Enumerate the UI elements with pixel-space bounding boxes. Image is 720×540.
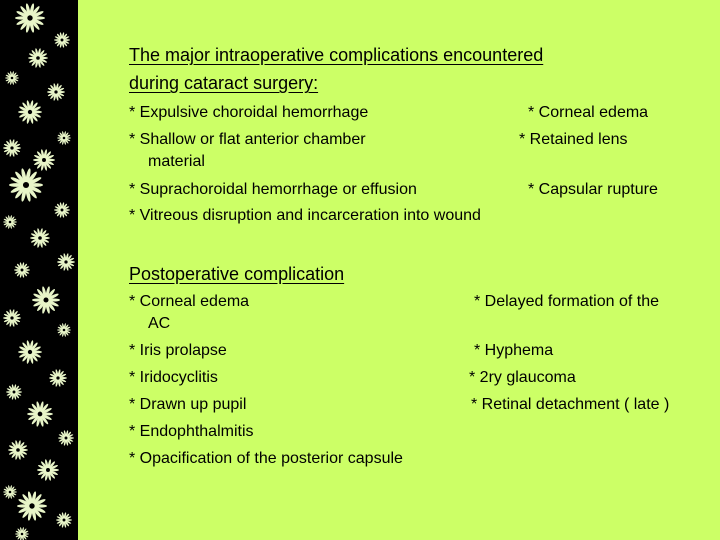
daisy-flower-icon — [6, 384, 22, 400]
daisy-flower-icon — [47, 83, 65, 101]
daisy-flower-icon — [32, 286, 60, 314]
daisy-flower-icon — [5, 71, 19, 85]
intraop-item: * Suprachoroidal hemorrhage or effusion — [129, 181, 417, 198]
postop-item-continuation: AC — [148, 315, 171, 332]
intraop-item: * Retained lens — [519, 131, 628, 148]
daisy-flower-icon — [18, 100, 42, 124]
intraop-item-continuation: material — [148, 153, 205, 170]
postop-item: * Corneal edema — [129, 293, 250, 310]
postop-item: * Hyphema — [474, 342, 554, 359]
intraop-item: * Shallow or flat anterior chamber — [129, 131, 366, 148]
daisy-flower-icon — [49, 369, 67, 387]
intraop-item: * Vitreous disruption and incarceration into wound — [129, 207, 481, 224]
postop-item: * Endophthalmitis — [129, 423, 254, 440]
daisy-flower-icon — [18, 340, 42, 364]
daisy-flower-icon — [33, 149, 55, 171]
daisy-flower-icon — [56, 512, 72, 528]
daisy-flower-icon — [3, 215, 17, 229]
daisy-flower-icon — [15, 3, 45, 33]
daisy-flower-icon — [14, 262, 30, 278]
postop-item: * Opacification of the posterior capsule — [129, 450, 403, 467]
decorative-sidebar — [0, 0, 78, 540]
section1-heading-line1: The major intraoperative complications encountered — [129, 45, 544, 65]
daisy-flower-icon — [57, 131, 71, 145]
daisy-flower-icon — [3, 139, 21, 157]
section1-heading-line2: during cataract surgery: — [129, 73, 319, 93]
daisy-flower-icon — [17, 491, 47, 521]
postop-item: * 2ry glaucoma — [469, 369, 576, 386]
daisy-flower-icon — [57, 253, 75, 271]
postop-item: * Retinal detachment ( late ) — [471, 396, 670, 413]
postop-item: * Drawn up pupil — [129, 396, 247, 413]
daisy-flower-icon — [27, 401, 53, 427]
intraop-item: * Corneal edema — [528, 104, 649, 121]
daisy-flower-icon — [58, 430, 74, 446]
intraop-item: * Capsular rupture — [528, 181, 658, 198]
intraop-item: * Expulsive choroidal hemorrhage — [129, 104, 369, 121]
daisy-flower-icon — [54, 202, 70, 218]
daisy-flower-icon — [57, 323, 71, 337]
postop-item: * Delayed formation of the — [474, 293, 659, 310]
daisy-flower-icon — [28, 48, 48, 68]
daisy-flower-icon — [30, 228, 50, 248]
daisy-flower-icon — [8, 440, 28, 460]
daisy-flower-icon — [15, 527, 29, 540]
flower-pattern — [0, 0, 78, 540]
daisy-flower-icon — [37, 459, 59, 481]
postop-item: * Iris prolapse — [129, 342, 227, 359]
daisy-flower-icon — [3, 485, 17, 499]
daisy-flower-icon — [54, 32, 70, 48]
section2-heading: Postoperative complication — [129, 264, 345, 284]
daisy-flower-icon — [9, 168, 43, 202]
daisy-flower-icon — [3, 309, 21, 327]
postop-item: * Iridocyclitis — [129, 369, 218, 386]
